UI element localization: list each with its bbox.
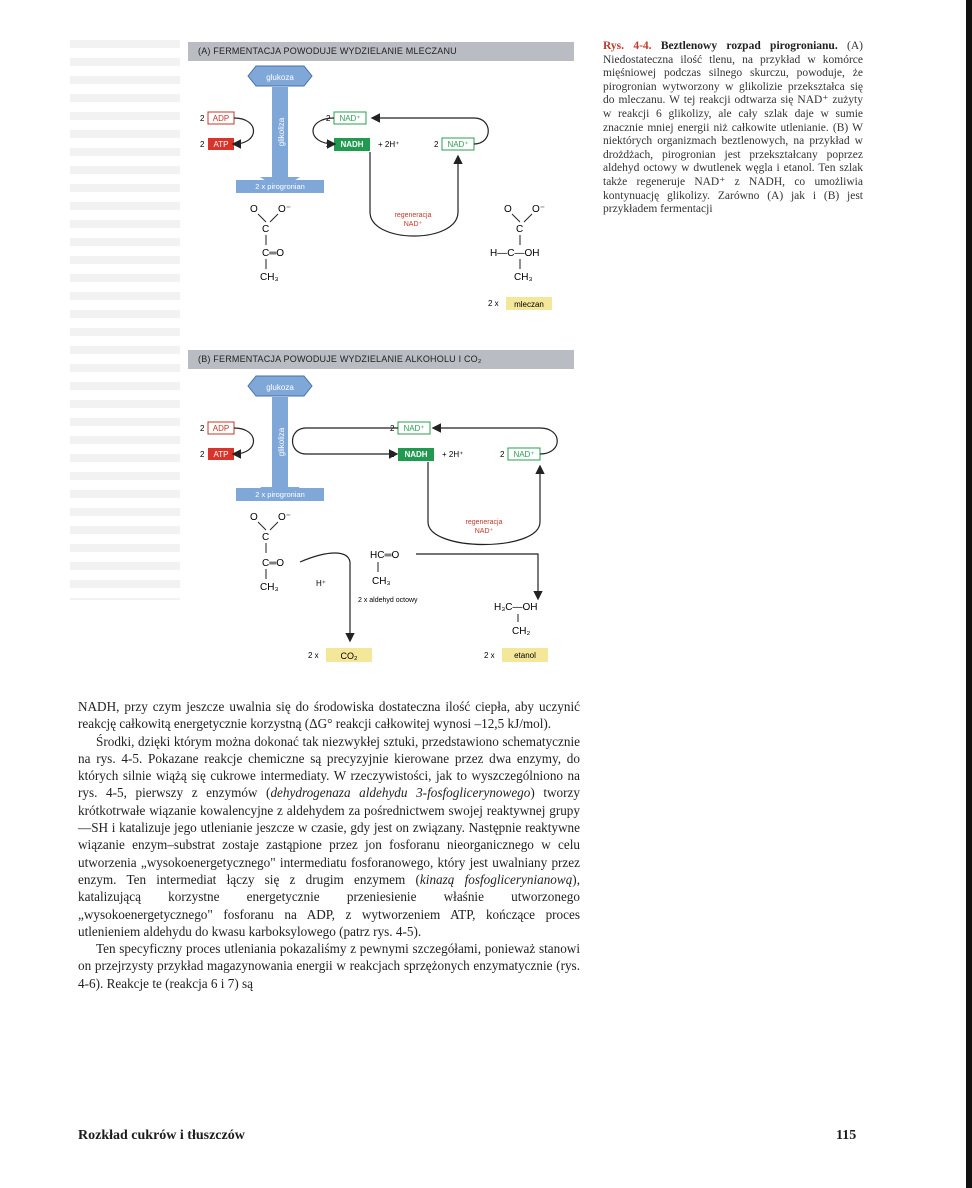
panel-a-diagram xyxy=(188,62,578,324)
glukoza-label: glukoza xyxy=(266,73,294,82)
paragraph-3: Ten specyficzny proces utleniania pokazaliśmy z pewnymi szczegółami, ponieważ stanowi on przejrzysty przykład magazynowania energii w reakcjach sprzężonych enzymatycznie (rys. 4-6). Reakcje te (reakcja 6 i 7) są xyxy=(78,941,580,991)
etanol-count: 2 x xyxy=(484,651,495,660)
adp-atp-arrow-b xyxy=(234,428,254,454)
svg-text:H₃C—OH: H₃C—OH xyxy=(494,602,538,613)
section-footer: Rozkład cukrów i tłuszczów xyxy=(78,1128,245,1143)
acetaldehyde-structure xyxy=(370,550,400,587)
svg-text:O⁻: O⁻ xyxy=(278,204,292,215)
svg-text:C═O: C═O xyxy=(262,248,285,259)
nadh-label-b: NADH xyxy=(404,450,428,459)
svg-text:O: O xyxy=(504,204,512,215)
enzyme-name-2: kinazą fosfoglicerynianową xyxy=(419,871,573,887)
svg-text:O: O xyxy=(250,512,258,523)
enzyme-name-1: dehydrogenaza aldehydu 3-fosfoglicerynowego xyxy=(270,785,531,801)
nad-out-label: NAD⁺ xyxy=(447,140,469,149)
pirogronian-label-b: 2 x pirogronian xyxy=(255,490,305,499)
atp-count-b: 2 xyxy=(200,450,205,459)
regeneracja-label: regeneracja xyxy=(394,212,432,219)
svg-text:O: O xyxy=(250,204,258,215)
figure-caption xyxy=(603,40,863,217)
nad-out-count: 2 xyxy=(434,140,439,149)
body-text xyxy=(78,698,580,992)
caption-title: Beztlenowy rozpad pirogronianu. xyxy=(660,40,838,52)
svg-text:CH₃: CH₃ xyxy=(372,576,391,587)
adp-count-b: 2 xyxy=(200,424,205,433)
adp-label: ADP xyxy=(212,114,230,123)
bleed-through-shadow xyxy=(70,40,180,600)
pirogronian-label: 2 x pirogronian xyxy=(255,182,305,191)
panel-a-header: (A) FERMENTACJA POWODUJE WYDZIELANIE MLECZANU xyxy=(188,42,574,61)
paragraph-1: NADH, przy czym jeszcze uwalnia się do środowiska dostateczna ilość ciepła, aby uczynić reakcję całkowitą energetycznie korzystną (ΔG° reakcji całkowitej wynosi –12,5 kJ/mol). xyxy=(78,699,580,732)
svg-text:C: C xyxy=(262,532,270,543)
svg-text:C═O: C═O xyxy=(262,558,285,569)
svg-text:CH₂: CH₂ xyxy=(512,626,531,637)
adp-label-b: ADP xyxy=(212,424,230,433)
caption-label: Rys. 4-4. xyxy=(603,40,652,52)
nad-out-count-b: 2 xyxy=(500,450,505,459)
nad-label-b: NAD⁺ xyxy=(403,424,425,433)
pyruvate-structure-b xyxy=(250,512,291,593)
co2-count: 2 x xyxy=(308,651,319,660)
panel-b-header: (B) FERMENTACJA POWODUJE WYDZIELANIE ALKOHOLU I CO₂ xyxy=(188,350,574,369)
adp-count: 2 xyxy=(200,114,205,123)
regen-nad-label-b: NAD⁺ xyxy=(474,528,494,535)
nadh-count-b: 2 xyxy=(390,450,395,459)
adp-atp-arrow xyxy=(234,118,254,144)
plus-2h: + 2H⁺ xyxy=(378,140,400,149)
co2-label: CO₂ xyxy=(340,651,358,661)
etanol-label: etanol xyxy=(514,651,536,660)
regeneracja-label-b: regeneracja xyxy=(465,519,503,526)
aldehyd-label: 2 x aldehyd octowy xyxy=(358,597,418,604)
hplus-label: H⁺ xyxy=(316,579,326,588)
nad-out-label-b: NAD⁺ xyxy=(513,450,535,459)
nad-nadh-arrow-b xyxy=(293,428,399,454)
nad-label: NAD⁺ xyxy=(339,114,361,123)
nad-count: 2 xyxy=(326,114,331,123)
nadh-label: NADH xyxy=(340,140,364,149)
svg-text:O⁻: O⁻ xyxy=(278,512,292,523)
ethanol-structure xyxy=(494,602,538,637)
svg-text:CH₃: CH₃ xyxy=(514,272,533,283)
nadh-count: 2 xyxy=(326,140,331,149)
page-edge xyxy=(966,0,972,1188)
pyruvate-structure-a xyxy=(250,204,291,283)
panel-b-diagram xyxy=(188,372,578,672)
co2-arrow xyxy=(300,553,350,640)
glikoliza-label: glikoliza xyxy=(277,117,286,147)
svg-text:C: C xyxy=(262,224,270,235)
atp-label: ATP xyxy=(213,140,229,149)
ethanol-arrow xyxy=(416,554,538,598)
svg-text:CH₃: CH₃ xyxy=(260,582,279,593)
page-number: 115 xyxy=(836,1128,857,1143)
svg-text:H—C—OH: H—C—OH xyxy=(490,248,540,259)
svg-text:C: C xyxy=(516,224,524,235)
svg-text:CH₃: CH₃ xyxy=(260,272,279,283)
atp-count: 2 xyxy=(200,140,205,149)
svg-text:O⁻: O⁻ xyxy=(532,204,546,215)
paragraph-2: Środki, dzięki którym można dokonać tak niezwykłej sztuki, przedstawiono schematycznie na rys. 4-5. Pokazane reakcje chemiczne są precyzyjnie kierowane przez dwa enzymy, do których silnie wiążą się cukrowe intermediaty. W rzeczywistości, jak to wyszczególniono na rys. 4-5, pierwszy z enzymów (dehydrogenaza aldehydu 3-fosfoglicerynowego) tworzy krótkotrwałe wiązanie kowalencyjne z aldehydem za pośrednictwem swojej reaktywnej grupy —SH i katalizuje jego utlenianie jeszcze w czasie, gdy jest on związany. Następnie reaktywne wiązanie enzym–substrat zostaje zastąpione przez jon fosforanu nieorganicznego w celu utworzenia „wysokoenergetycznego" intermediatu fosforanowego, który jest uwalniany przez enzym. Ten intermediat łączy się z drugim enzymem (kinazą fosfoglicerynianową), katalizującą korzystne energetycznie przeniesienie właśnie utworzonego „wysokoenergetycznego" fosforanu na ADP, z wytworzeniem ATP, kończące proces utlenieniem aldehydu do kwasu karboksylowego (patrz rys. 4-5). xyxy=(78,733,580,939)
plus-2h-b: + 2H⁺ xyxy=(442,450,464,459)
regen-nad-label: NAD⁺ xyxy=(403,221,423,228)
glukoza-label-b: glukoza xyxy=(266,383,294,392)
mleczan-count: 2 x xyxy=(488,299,499,308)
svg-text:HC═O: HC═O xyxy=(370,550,400,561)
lactate-structure xyxy=(490,204,545,283)
mleczan-label: mleczan xyxy=(514,300,544,309)
nad-count-b: 2 xyxy=(390,424,395,433)
atp-label-b: ATP xyxy=(213,450,229,459)
glikoliza-label-b: glikoliza xyxy=(277,427,286,457)
caption-text: (A) Niedostateczna ilość tlenu, na przykład w komórce mięśniowej podczas silnego skurczu, powoduje, że pirogronian wytworzony w glikolizie przekształca się do mleczanu. W tej reakcji odtwarza się NAD⁺ zużyty w reakcji 6 glikolizy, ale cały szlak daje w sumie znacznie mniej energii niż całkowite utlenianie. (B) W niektórych organizmach beztlenowych, na przykład w drożdżach, pirogronian jest przekształcany poprzez aldehyd octowy w dwutlenek węgla i etanol. Ten szlak także regeneruje NAD⁺ z NADH, co umożliwia kontynuację glikolizy. Zarówno (A) jak i (B) jest przykładem fermentacji xyxy=(603,40,864,216)
nad-nadh-arrow xyxy=(313,118,334,144)
